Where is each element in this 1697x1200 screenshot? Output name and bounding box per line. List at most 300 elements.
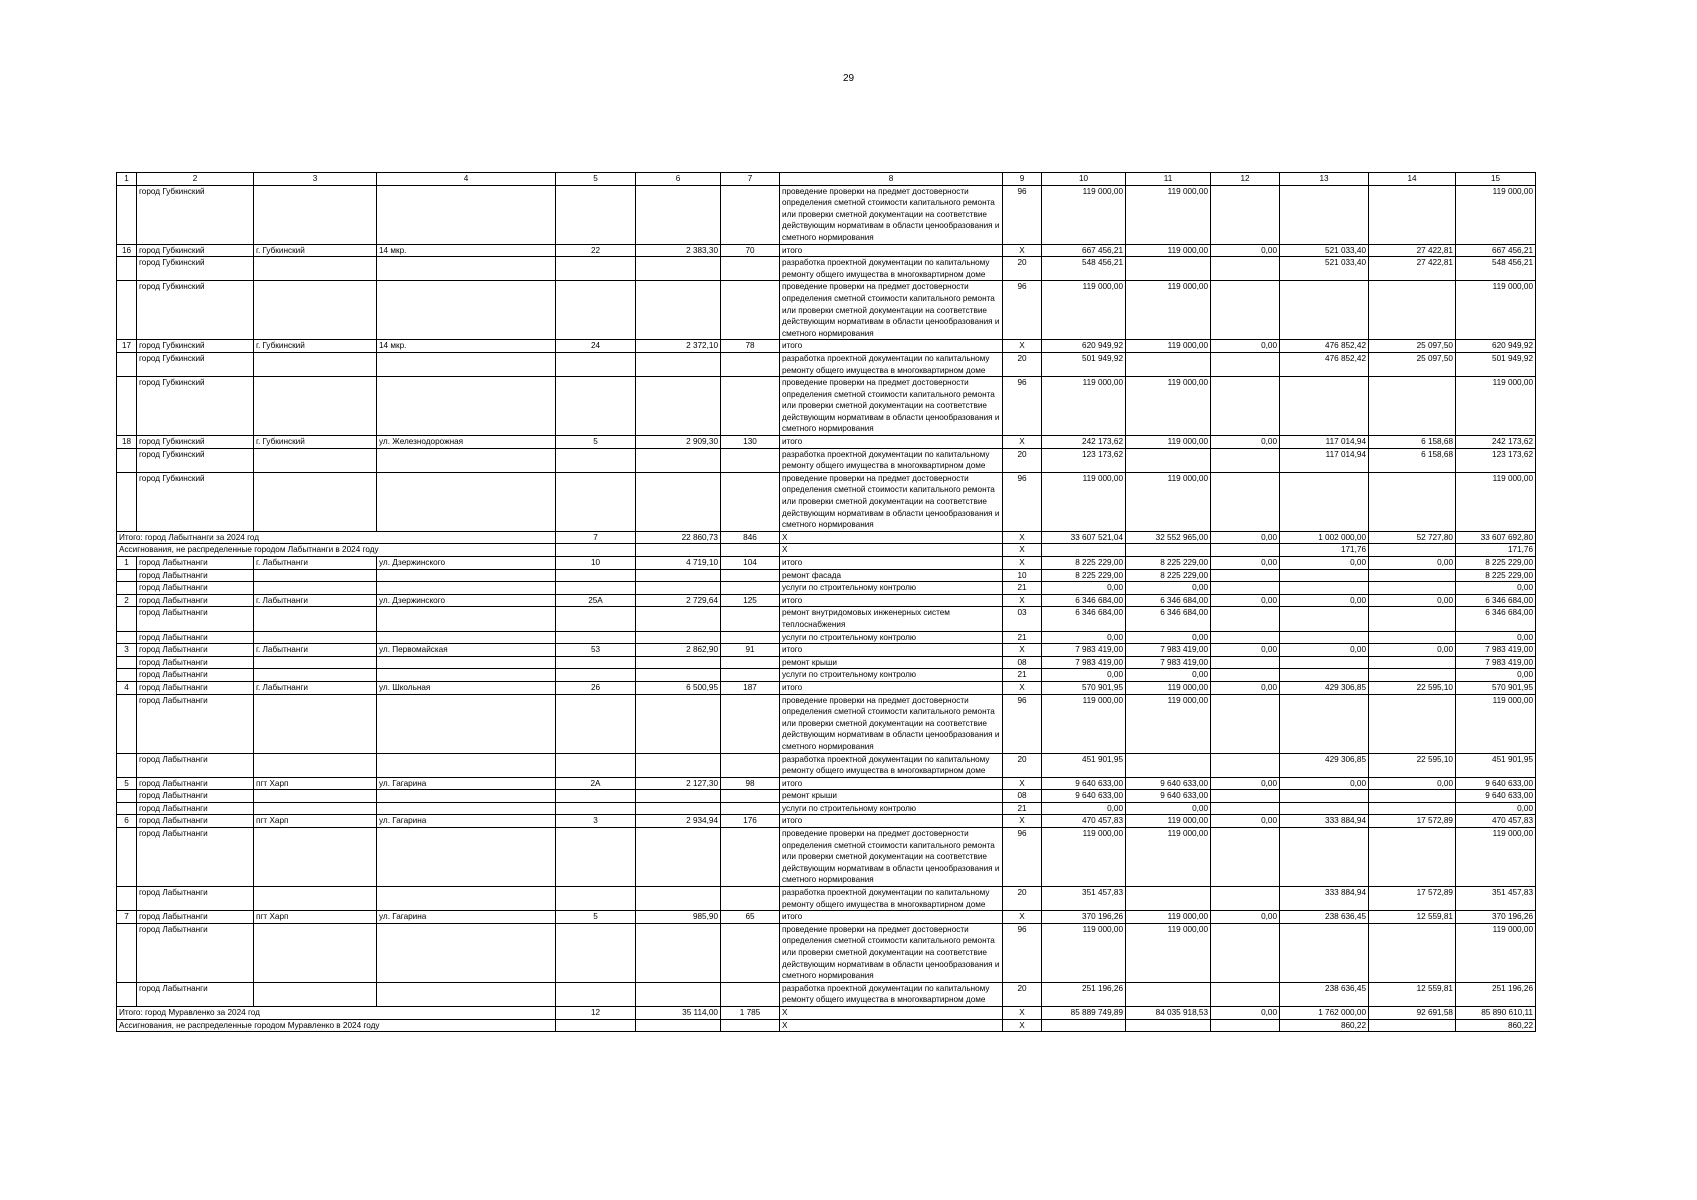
table-cell: 476 852,42 bbox=[1280, 340, 1369, 353]
table-cell: 119 000,00 bbox=[1126, 340, 1211, 353]
table-cell bbox=[636, 802, 721, 815]
table-cell: 351 457,83 bbox=[1456, 887, 1536, 911]
table-cell bbox=[721, 569, 780, 582]
table-cell: 22 bbox=[556, 244, 636, 257]
table-cell: 8 225 229,00 bbox=[1042, 557, 1126, 570]
table-cell: 451 901,95 bbox=[1456, 753, 1536, 777]
table-cell: город Лабытнанги bbox=[137, 790, 254, 803]
table-cell bbox=[117, 185, 137, 244]
table-cell: 6 346 684,00 bbox=[1042, 607, 1126, 631]
table-cell bbox=[556, 472, 636, 531]
table-cell: 119 000,00 bbox=[1456, 472, 1536, 531]
work-type-cell: разработка проектной документации по капитальному ремонту общего имущества в многоквартирном доме bbox=[780, 753, 1003, 777]
table-cell bbox=[636, 828, 721, 887]
table-cell bbox=[636, 631, 721, 644]
table-cell: 548 456,21 bbox=[1042, 257, 1126, 281]
table-cell bbox=[1211, 1019, 1280, 1032]
table-cell: 333 884,94 bbox=[1280, 815, 1369, 828]
table-cell bbox=[636, 694, 721, 753]
work-type-cell: проведение проверки на предмет достоверности определения сметной стоимости капитального ремонта или проверки сметной документации на соответствие действующим нормативам в области ценообразования и сметного нормирования bbox=[780, 694, 1003, 753]
table-cell bbox=[1126, 257, 1211, 281]
table-cell: 6 346 684,00 bbox=[1126, 607, 1211, 631]
table-cell bbox=[1280, 185, 1369, 244]
table-cell: 470 457,83 bbox=[1042, 815, 1126, 828]
table-cell: 370 196,26 bbox=[1042, 911, 1126, 924]
table-cell: 130 bbox=[721, 436, 780, 449]
table-cell bbox=[556, 377, 636, 436]
table-cell: 9 640 633,00 bbox=[1126, 777, 1211, 790]
table-cell: 119 000,00 bbox=[1042, 377, 1126, 436]
work-type-cell: разработка проектной документации по капитальному ремонту общего имущества в многоквартирном доме bbox=[780, 257, 1003, 281]
table-cell: 0,00 bbox=[1126, 631, 1211, 644]
table-cell: 0,00 bbox=[1211, 340, 1280, 353]
table-cell bbox=[556, 1019, 636, 1032]
table-cell bbox=[117, 448, 137, 472]
table-cell: 2 372,10 bbox=[636, 340, 721, 353]
table-cell bbox=[721, 377, 780, 436]
table-cell: 18 bbox=[117, 436, 137, 449]
table-cell bbox=[1211, 887, 1280, 911]
table-cell bbox=[254, 753, 377, 777]
table-cell bbox=[721, 828, 780, 887]
table-cell: 78 bbox=[721, 340, 780, 353]
table-cell: 0,00 bbox=[1211, 594, 1280, 607]
table-cell bbox=[721, 582, 780, 595]
table-cell: город Губкинский bbox=[137, 472, 254, 531]
table-row bbox=[117, 340, 1536, 353]
table-cell bbox=[1126, 1019, 1211, 1032]
table-cell bbox=[636, 257, 721, 281]
summary-label: Ассигнования, не распределенные городом Лабытнанги в 2024 году bbox=[117, 544, 556, 557]
table-cell: 52 727,80 bbox=[1369, 531, 1456, 544]
table-cell: Х bbox=[1003, 531, 1042, 544]
table-cell bbox=[254, 887, 377, 911]
column-header: 8 bbox=[780, 173, 1003, 186]
table-cell: 501 949,92 bbox=[1042, 352, 1126, 376]
table-cell bbox=[377, 607, 556, 631]
work-type-cell: проведение проверки на предмет достоверности определения сметной стоимости капитального ремонта или проверки сметной документации на соответствие действующим нормативам в области ценообразования и сметного нормирования bbox=[780, 377, 1003, 436]
table-cell: Х bbox=[780, 544, 1003, 557]
table-row bbox=[117, 669, 1536, 682]
table-cell: 2 bbox=[117, 594, 137, 607]
table-cell: 8 225 229,00 bbox=[1126, 569, 1211, 582]
table-cell: 0,00 bbox=[1369, 777, 1456, 790]
table-cell: 119 000,00 bbox=[1456, 377, 1536, 436]
table-cell bbox=[636, 569, 721, 582]
table-cell bbox=[556, 582, 636, 595]
table-cell bbox=[1369, 694, 1456, 753]
table-cell: 1 002 000,00 bbox=[1280, 531, 1369, 544]
table-cell bbox=[721, 1019, 780, 1032]
table-cell bbox=[636, 281, 721, 340]
table-cell bbox=[636, 1019, 721, 1032]
table-cell bbox=[377, 472, 556, 531]
table-cell bbox=[1211, 448, 1280, 472]
table-cell: 12 bbox=[556, 1006, 636, 1019]
table-row bbox=[117, 582, 1536, 595]
table-cell: 96 bbox=[1003, 828, 1042, 887]
work-type-cell: услуги по строительному контролю bbox=[780, 669, 1003, 682]
table-cell: 119 000,00 bbox=[1042, 185, 1126, 244]
table-cell: 20 bbox=[1003, 257, 1042, 281]
table-cell: город Лабытнанги bbox=[137, 982, 254, 1006]
table-row bbox=[117, 644, 1536, 657]
table-cell: 10 bbox=[556, 557, 636, 570]
table-cell: город Лабытнанги bbox=[137, 607, 254, 631]
table-cell bbox=[636, 185, 721, 244]
table-cell: г. Лабытнанги bbox=[254, 557, 377, 570]
table-cell: город Губкинский bbox=[137, 352, 254, 376]
table-cell: 25 097,50 bbox=[1369, 352, 1456, 376]
table-cell bbox=[1211, 802, 1280, 815]
table-row bbox=[117, 923, 1536, 982]
table-cell bbox=[721, 694, 780, 753]
work-type-cell: ремонт крыши bbox=[780, 656, 1003, 669]
table-cell: город Лабытнанги bbox=[137, 681, 254, 694]
table-cell: 96 bbox=[1003, 694, 1042, 753]
table-cell: 08 bbox=[1003, 656, 1042, 669]
table-cell bbox=[1280, 790, 1369, 803]
table-row bbox=[117, 911, 1536, 924]
table-cell: 96 bbox=[1003, 472, 1042, 531]
work-type-cell: услуги по строительному контролю bbox=[780, 631, 1003, 644]
table-row bbox=[117, 828, 1536, 887]
table-cell: Х bbox=[780, 531, 1003, 544]
table-cell bbox=[377, 377, 556, 436]
table-cell: 9 640 633,00 bbox=[1126, 790, 1211, 803]
table-cell bbox=[254, 982, 377, 1006]
table-cell bbox=[254, 185, 377, 244]
table-cell: Х bbox=[1003, 244, 1042, 257]
table-cell bbox=[636, 887, 721, 911]
table-cell bbox=[377, 352, 556, 376]
table-cell: 6 346 684,00 bbox=[1456, 607, 1536, 631]
table-cell: 22 595,10 bbox=[1369, 753, 1456, 777]
table-cell bbox=[556, 448, 636, 472]
table-cell: Х bbox=[1003, 340, 1042, 353]
table-cell: 4 bbox=[117, 681, 137, 694]
table-cell: 860,22 bbox=[1280, 1019, 1369, 1032]
table-cell bbox=[254, 257, 377, 281]
table-cell: 7 983 419,00 bbox=[1126, 644, 1211, 657]
table-cell: 119 000,00 bbox=[1456, 185, 1536, 244]
summary-label: Итого: город Муравленко за 2024 год bbox=[117, 1006, 556, 1019]
table-cell: 17 bbox=[117, 340, 137, 353]
table-cell: г. Лабытнанги bbox=[254, 594, 377, 607]
table-cell bbox=[556, 607, 636, 631]
table-cell: 96 bbox=[1003, 185, 1042, 244]
work-type-cell: итого bbox=[780, 815, 1003, 828]
table-cell bbox=[556, 569, 636, 582]
table-cell: 119 000,00 bbox=[1042, 923, 1126, 982]
column-header: 4 bbox=[377, 173, 556, 186]
table-cell: 85 890 610,11 bbox=[1456, 1006, 1536, 1019]
table-cell: 1 762 000,00 bbox=[1280, 1006, 1369, 1019]
table-cell bbox=[1126, 982, 1211, 1006]
table-cell bbox=[636, 448, 721, 472]
work-type-cell: итого bbox=[780, 244, 1003, 257]
table-cell: 2 383,30 bbox=[636, 244, 721, 257]
table-cell: 22 860,73 bbox=[636, 531, 721, 544]
table-cell: 238 636,45 bbox=[1280, 911, 1369, 924]
table-cell bbox=[254, 669, 377, 682]
table-cell: 22 595,10 bbox=[1369, 681, 1456, 694]
table-cell: 8 225 229,00 bbox=[1042, 569, 1126, 582]
table-cell: город Губкинский bbox=[137, 436, 254, 449]
work-type-cell: услуги по строительному контролю bbox=[780, 802, 1003, 815]
column-header: 3 bbox=[254, 173, 377, 186]
table-cell: 21 bbox=[1003, 582, 1042, 595]
work-type-cell: итого bbox=[780, 911, 1003, 924]
table-cell: 171,76 bbox=[1280, 544, 1369, 557]
table-cell: 667 456,21 bbox=[1042, 244, 1126, 257]
table-cell: 476 852,42 bbox=[1280, 352, 1369, 376]
table-cell: 0,00 bbox=[1126, 802, 1211, 815]
table-cell bbox=[1126, 753, 1211, 777]
table-cell bbox=[721, 544, 780, 557]
work-type-cell: разработка проектной документации по капитальному ремонту общего имущества в многоквартирном доме bbox=[780, 887, 1003, 911]
table-cell bbox=[1369, 656, 1456, 669]
table-cell: Х bbox=[1003, 1019, 1042, 1032]
table-cell bbox=[556, 656, 636, 669]
table-cell: город Губкинский bbox=[137, 257, 254, 281]
table-cell: 14 мкр. bbox=[377, 340, 556, 353]
table-cell bbox=[556, 185, 636, 244]
table-cell: 104 bbox=[721, 557, 780, 570]
table-cell: город Губкинский bbox=[137, 340, 254, 353]
table-cell bbox=[636, 607, 721, 631]
work-type-cell: ремонт крыши bbox=[780, 790, 1003, 803]
table-cell: 10 bbox=[1003, 569, 1042, 582]
table-cell: город Лабытнанги bbox=[137, 911, 254, 924]
table-cell bbox=[1369, 631, 1456, 644]
table-cell bbox=[377, 923, 556, 982]
table-cell: ул. Гагарина bbox=[377, 911, 556, 924]
table-cell: 7 983 419,00 bbox=[1042, 644, 1126, 657]
table-cell: 20 bbox=[1003, 352, 1042, 376]
table-cell bbox=[721, 887, 780, 911]
table-cell: 25А bbox=[556, 594, 636, 607]
table-cell bbox=[117, 472, 137, 531]
column-header: 5 bbox=[556, 173, 636, 186]
work-type-cell: услуги по строительному контролю bbox=[780, 582, 1003, 595]
table-cell: г. Губкинский bbox=[254, 340, 377, 353]
table-cell: город Губкинский bbox=[137, 448, 254, 472]
table-cell bbox=[117, 656, 137, 669]
table-cell: 119 000,00 bbox=[1042, 472, 1126, 531]
summary-row bbox=[117, 544, 1536, 557]
table-cell: 985,90 bbox=[636, 911, 721, 924]
table-cell: 119 000,00 bbox=[1126, 681, 1211, 694]
table-cell bbox=[1280, 631, 1369, 644]
table-cell: 20 bbox=[1003, 982, 1042, 1006]
column-header: 11 bbox=[1126, 173, 1211, 186]
table-cell bbox=[556, 669, 636, 682]
table-cell bbox=[636, 982, 721, 1006]
table-cell: 119 000,00 bbox=[1042, 694, 1126, 753]
table-cell: 9 640 633,00 bbox=[1042, 777, 1126, 790]
table-cell: ул. Дзержинского bbox=[377, 594, 556, 607]
table-row bbox=[117, 257, 1536, 281]
table-row bbox=[117, 790, 1536, 803]
table-cell bbox=[1211, 828, 1280, 887]
table-cell bbox=[1211, 669, 1280, 682]
table-cell bbox=[1280, 472, 1369, 531]
table-cell: 125 bbox=[721, 594, 780, 607]
table-cell: 119 000,00 bbox=[1456, 923, 1536, 982]
table-cell bbox=[1280, 281, 1369, 340]
table-cell: 0,00 bbox=[1042, 582, 1126, 595]
table-cell: 91 bbox=[721, 644, 780, 657]
table-cell: 251 196,26 bbox=[1456, 982, 1536, 1006]
table-row bbox=[117, 569, 1536, 582]
table-row bbox=[117, 656, 1536, 669]
table-cell bbox=[117, 828, 137, 887]
table-cell bbox=[1211, 656, 1280, 669]
table-cell: 119 000,00 bbox=[1126, 911, 1211, 924]
table-cell bbox=[721, 257, 780, 281]
table-cell: 0,00 bbox=[1211, 681, 1280, 694]
table-cell: 17 572,89 bbox=[1369, 887, 1456, 911]
table-cell bbox=[556, 631, 636, 644]
table-row bbox=[117, 472, 1536, 531]
table-cell: 0,00 bbox=[1211, 815, 1280, 828]
table-cell: 119 000,00 bbox=[1456, 828, 1536, 887]
table-row bbox=[117, 777, 1536, 790]
table-cell: 0,00 bbox=[1280, 644, 1369, 657]
table-cell: 33 607 692,80 bbox=[1456, 531, 1536, 544]
table-cell: 119 000,00 bbox=[1126, 185, 1211, 244]
table-cell: 0,00 bbox=[1042, 802, 1126, 815]
table-cell: 53 bbox=[556, 644, 636, 657]
table-cell bbox=[254, 802, 377, 815]
table-row bbox=[117, 594, 1536, 607]
work-type-cell: проведение проверки на предмет достоверности определения сметной стоимости капитального ремонта или проверки сметной документации на соответствие действующим нормативам в области ценообразования и сметного нормирования bbox=[780, 472, 1003, 531]
table-cell bbox=[1211, 544, 1280, 557]
table-cell: 0,00 bbox=[1211, 436, 1280, 449]
table-cell bbox=[1280, 377, 1369, 436]
table-cell bbox=[1211, 631, 1280, 644]
table-cell bbox=[556, 281, 636, 340]
table-cell: 5 bbox=[556, 436, 636, 449]
table-cell: 12 559,81 bbox=[1369, 911, 1456, 924]
column-header: 9 bbox=[1003, 173, 1042, 186]
table-cell: 0,00 bbox=[1211, 644, 1280, 657]
table-cell: 7 983 419,00 bbox=[1126, 656, 1211, 669]
table-cell bbox=[1369, 607, 1456, 631]
table-cell bbox=[1369, 828, 1456, 887]
table-cell bbox=[721, 923, 780, 982]
table-cell bbox=[117, 887, 137, 911]
table-cell: 0,00 bbox=[1042, 631, 1126, 644]
table-cell bbox=[1369, 569, 1456, 582]
table-cell: 0,00 bbox=[1126, 669, 1211, 682]
table-cell: ул. Гагарина bbox=[377, 777, 556, 790]
column-header: 14 bbox=[1369, 173, 1456, 186]
table-cell bbox=[377, 828, 556, 887]
table-cell bbox=[556, 828, 636, 887]
work-type-cell: итого bbox=[780, 777, 1003, 790]
table-cell: 0,00 bbox=[1369, 557, 1456, 570]
table-cell bbox=[117, 607, 137, 631]
table-cell: 0,00 bbox=[1211, 531, 1280, 544]
table-cell: город Лабытнанги bbox=[137, 815, 254, 828]
table-cell bbox=[377, 982, 556, 1006]
table-cell: пгт Харп bbox=[254, 815, 377, 828]
table-cell bbox=[1369, 377, 1456, 436]
table-cell bbox=[721, 281, 780, 340]
table-cell: 5 bbox=[117, 777, 137, 790]
table-cell: 171,76 bbox=[1456, 544, 1536, 557]
table-cell: 25 097,50 bbox=[1369, 340, 1456, 353]
table-cell: 0,00 bbox=[1211, 557, 1280, 570]
table-cell: 570 901,95 bbox=[1042, 681, 1126, 694]
table-cell: город Лабытнанги bbox=[137, 828, 254, 887]
table-cell: 333 884,94 bbox=[1280, 887, 1369, 911]
table-cell bbox=[117, 569, 137, 582]
table-cell: 176 bbox=[721, 815, 780, 828]
table-cell: 119 000,00 bbox=[1126, 815, 1211, 828]
work-type-cell: проведение проверки на предмет достоверности определения сметной стоимости капитального ремонта или проверки сметной документации на соответствие действующим нормативам в области ценообразования и сметного нормирования bbox=[780, 185, 1003, 244]
table-cell bbox=[254, 607, 377, 631]
summary-row bbox=[117, 531, 1536, 544]
table-cell: 8 225 229,00 bbox=[1456, 557, 1536, 570]
column-header: 12 bbox=[1211, 173, 1280, 186]
table-row bbox=[117, 185, 1536, 244]
table-cell: 27 422,81 bbox=[1369, 244, 1456, 257]
table-cell bbox=[721, 631, 780, 644]
table-cell: Х bbox=[1003, 911, 1042, 924]
table-cell bbox=[1211, 352, 1280, 376]
table-cell: 1 785 bbox=[721, 1006, 780, 1019]
table-cell: 9 640 633,00 bbox=[1456, 777, 1536, 790]
table-cell bbox=[377, 281, 556, 340]
table-cell: 119 000,00 bbox=[1456, 281, 1536, 340]
table-cell bbox=[254, 582, 377, 595]
table-cell: город Лабытнанги bbox=[137, 594, 254, 607]
table-cell: Х bbox=[780, 1006, 1003, 1019]
table-cell: ул. Школьная bbox=[377, 681, 556, 694]
table-cell: Х bbox=[1003, 777, 1042, 790]
table-cell: 119 000,00 bbox=[1126, 828, 1211, 887]
table-row bbox=[117, 802, 1536, 815]
table-cell bbox=[1280, 656, 1369, 669]
table-cell bbox=[556, 753, 636, 777]
table-cell bbox=[117, 982, 137, 1006]
table-cell: город Лабытнанги bbox=[137, 656, 254, 669]
table-cell: город Лабытнанги bbox=[137, 802, 254, 815]
table-cell bbox=[377, 631, 556, 644]
table-cell bbox=[377, 669, 556, 682]
table-cell: 242 173,62 bbox=[1042, 436, 1126, 449]
table-cell: 451 901,95 bbox=[1042, 753, 1126, 777]
table-cell: 2А bbox=[556, 777, 636, 790]
table-cell bbox=[254, 472, 377, 531]
table-cell: 119 000,00 bbox=[1042, 828, 1126, 887]
table-cell: 3 bbox=[556, 815, 636, 828]
table-cell: 2 127,30 bbox=[636, 777, 721, 790]
table-row bbox=[117, 557, 1536, 570]
table-cell bbox=[1369, 923, 1456, 982]
table-cell: 6 346 684,00 bbox=[1126, 594, 1211, 607]
work-type-cell: ремонт внутридомовых инженерных систем теплоснабжения bbox=[780, 607, 1003, 631]
table-cell: 96 bbox=[1003, 377, 1042, 436]
table-cell: 2 934,94 bbox=[636, 815, 721, 828]
table-cell: 16 bbox=[117, 244, 137, 257]
table-cell bbox=[556, 694, 636, 753]
work-type-cell: разработка проектной документации по капитальному ремонту общего имущества в многоквартирном доме bbox=[780, 448, 1003, 472]
table-cell: 6 346 684,00 bbox=[1042, 594, 1126, 607]
